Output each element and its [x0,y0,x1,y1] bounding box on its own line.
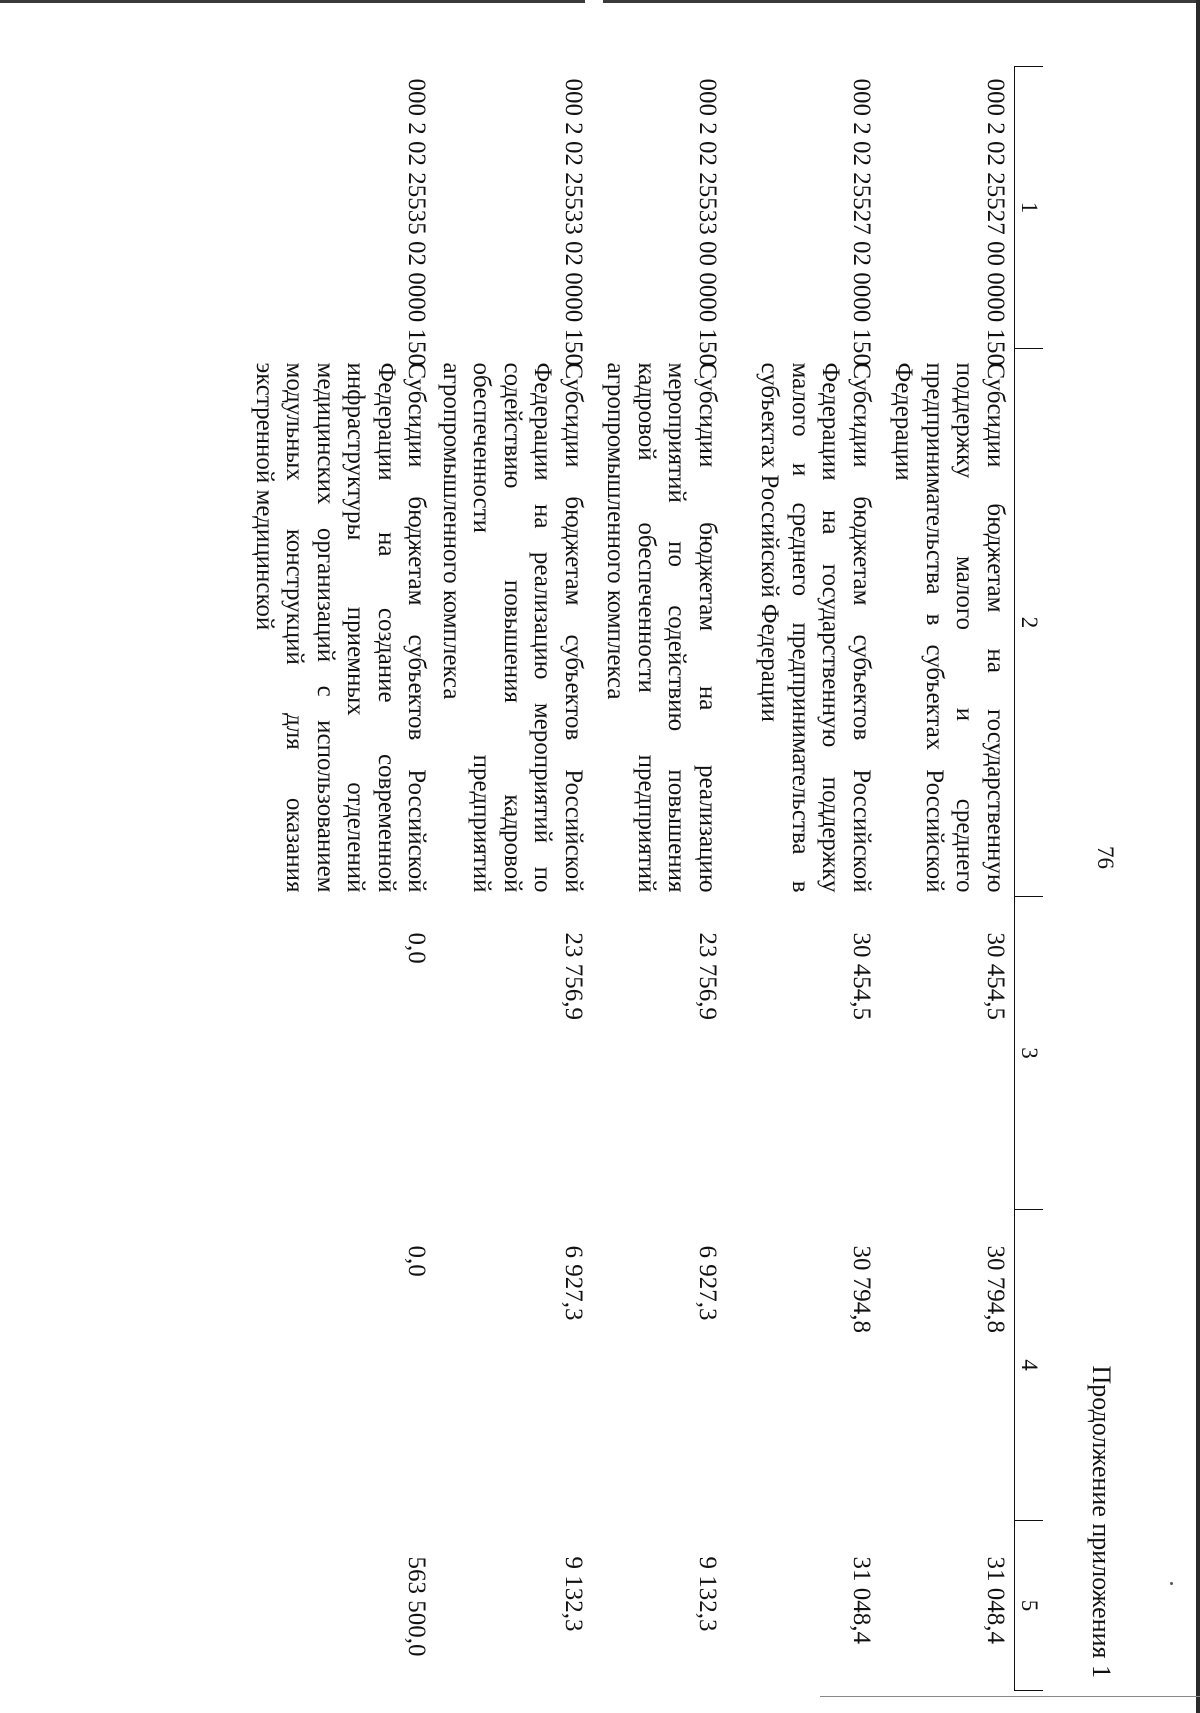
description-cell: Субсидии бюджетам субъектов Российской Федерации на создание современной инфраструктуры приемных отделений медицинских организаций с использованием модульных конструкций для оказания экстренной медицинской [251,362,431,893]
budget-code-cell: 000 2 02 25527 02 0000 150 [848,78,875,366]
column-header-4: 4 [1015,1210,1044,1521]
value-col4-cell: 6 927,3 [560,1245,587,1321]
column-header-5: 5 [1015,1521,1044,1691]
value-col3-cell: 30 454,5 [982,932,1009,1020]
value-col4-cell: 6 927,3 [694,1245,721,1321]
value-col5-cell: 9 132,3 [560,1556,587,1632]
description-cell: Субсидии бюджетам субъектов Российской Федерации на государственную поддержку малого и среднего предпринимательства в субъектах Российской Федерации [756,362,875,893]
value-col5-cell: 563 500,0 [403,1556,431,1657]
table-row [880,67,1015,1691]
description-cell: Субсидии бюджетам субъектов Российской Федерации на реализацию мероприятий по содействию повышения кадровой обеспеченности предприятий агропромышленного комплекса [438,362,587,893]
description-cell: Субсидии бюджетам на государственную поддержку малого и среднего предпринимательства в субъектах Российской Федерации [890,362,1009,893]
value-col5-cell: 9 132,3 [694,1556,721,1632]
table-row [249,67,436,1691]
value-col4-cell: 30 794,8 [982,1245,1009,1333]
table-header-row [1015,67,1044,1691]
budget-code-cell: 000 2 02 25527 00 0000 150 [982,78,1009,366]
column-header-2: 2 [1015,349,1044,897]
value-col5-cell: 31 048,4 [982,1556,1009,1644]
budget-table [249,66,1044,1691]
value-col4-cell: 0,0 [403,1245,431,1277]
value-col3-cell: 23 756,9 [560,932,587,1020]
value-col4-cell: 30 794,8 [848,1245,875,1333]
value-col3-cell: 23 756,9 [694,932,721,1020]
description-cell: Субсидии бюджетам на реализацию мероприятий по содействию повышения кадровой обеспеченности предприятий агропромышленного комплекса [602,362,721,893]
table-row [592,67,726,1691]
value-col3-cell: 0,0 [403,932,431,964]
table-row [726,67,880,1691]
budget-code-cell: 000 2 02 25535 02 0000 150 [403,78,431,366]
column-header-1: 1 [1015,67,1044,349]
page-number: 76 [1093,846,1118,869]
value-col3-cell: 30 454,5 [848,932,875,1020]
budget-code-cell: 000 2 02 25533 00 0000 150 [694,78,721,366]
value-col5-cell: 31 048,4 [848,1556,875,1644]
column-header-3: 3 [1015,897,1044,1210]
budget-code-cell: 000 2 02 25533 02 0000 150 [560,78,587,366]
table-row [436,67,593,1691]
continuation-note: Продолжение приложения 1 [1087,1365,1116,1678]
